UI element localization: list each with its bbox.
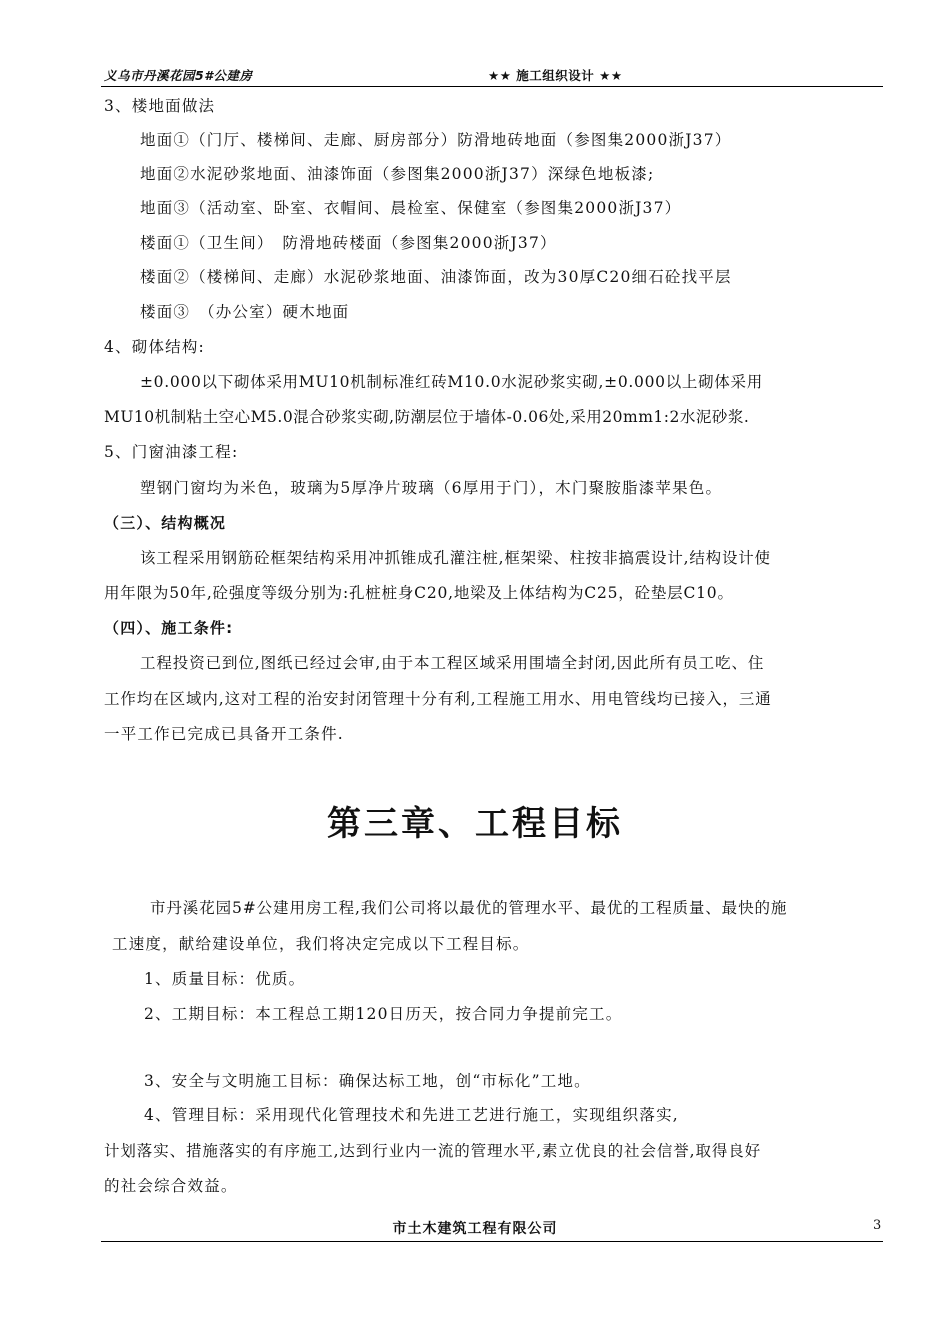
masonry-text: MU10机制粘土空心M5.0混合砂浆实砌,防潮层位于墙体-0.06处,采用20mm1:2水泥砂浆.	[104, 408, 750, 426]
header-project-name: 义乌市丹溪花园5#公建房	[104, 68, 253, 83]
page-number: 3	[873, 1218, 882, 1233]
goal-item: 2、工期目标：本工程总工期120日历天，按合同力争提前完工。	[144, 1005, 623, 1023]
floor-item: 楼面②（楼梯间、走廊）水泥砂浆地面、油漆饰面，改为30厚C20细石砼找平层	[140, 268, 732, 286]
goal-item: 1、质量目标：优质。	[144, 970, 306, 988]
floor-item: 地面①（门厅、楼梯间、走廊、厨房部分）防滑地砖地面（参图集2000浙J37）	[140, 131, 732, 149]
chapter-intro: 工速度，献给建设单位，我们将决定完成以下工程目标。	[112, 935, 530, 953]
goal-item-continued: 计划落实、措施落实的有序施工,达到行业内一流的管理水平,素立优良的社会信誉,取得良好	[104, 1142, 762, 1160]
masonry-text: ±0.000以下砌体采用MU10机制标准红砖M10.0水泥砂浆实砌,±0.000以上砌体采用	[140, 373, 763, 391]
header-rule	[101, 86, 883, 87]
goal-item: 4、管理目标：采用现代化管理技术和先进工艺进行施工，实现组织落实,	[144, 1106, 679, 1124]
floor-item: 地面③（活动室、卧室、衣帽间、晨检室、保健室（参图集2000浙J37）	[140, 199, 682, 217]
footer-company: 市土木建筑工程有限公司	[392, 1221, 558, 1237]
chapter-intro: 市丹溪花园5#公建用房工程,我们公司将以最优的管理水平、最优的工程质量、最快的施	[150, 899, 788, 917]
doors-text: 塑钢门窗均为米色，玻璃为5厚净片玻璃（6厚用于门），木门聚胺脂漆苹果色。	[140, 479, 723, 497]
conditions-text: 工作均在区域内,这对工程的治安封闭管理十分有利,工程施工用水、用电管线均已接入，三通	[104, 690, 772, 708]
structure-text: 用年限为50年,砼强度等级分别为:孔桩桩身C20,地梁及上体结构为C25，砼垫层C10。	[104, 584, 734, 602]
floor-heading: 3、楼地面做法	[104, 97, 216, 115]
floor-item: 地面②水泥砂浆地面、油漆饰面（参图集2000浙J37）深绿色地板漆;	[140, 165, 655, 183]
floor-item: 楼面③ （办公室）硬木地面	[140, 303, 350, 321]
floor-item: 楼面①（卫生间） 防滑地砖楼面（参图集2000浙J37）	[140, 234, 557, 252]
masonry-heading: 4、砌体结构:	[104, 338, 205, 356]
goal-item-continued: 的社会综合效益。	[104, 1177, 238, 1195]
footer-rule	[101, 1241, 883, 1242]
header-doc-title: ★★ 施工组织设计 ★★	[488, 68, 623, 83]
chapter-title: 第三章、工程目标	[327, 804, 623, 844]
doors-heading: 5、门窗油漆工程:	[104, 443, 239, 461]
structure-heading: （三）、结构概况	[104, 514, 227, 532]
conditions-text: 一平工作已完成已具备开工条件.	[104, 725, 344, 743]
structure-text: 该工程采用钢筋砼框架结构采用冲抓锥成孔灌注桩,框架梁、柱按非搞震设计,结构设计使	[140, 549, 771, 567]
conditions-heading: （四）、施工条件:	[104, 619, 234, 637]
goal-item: 3、安全与文明施工目标：确保达标工地，创“市标化”工地。	[144, 1072, 591, 1090]
conditions-text: 工程投资已到位,图纸已经过会审,由于本工程区域采用围墙全封闭,因此所有员工吃、住	[140, 654, 765, 672]
